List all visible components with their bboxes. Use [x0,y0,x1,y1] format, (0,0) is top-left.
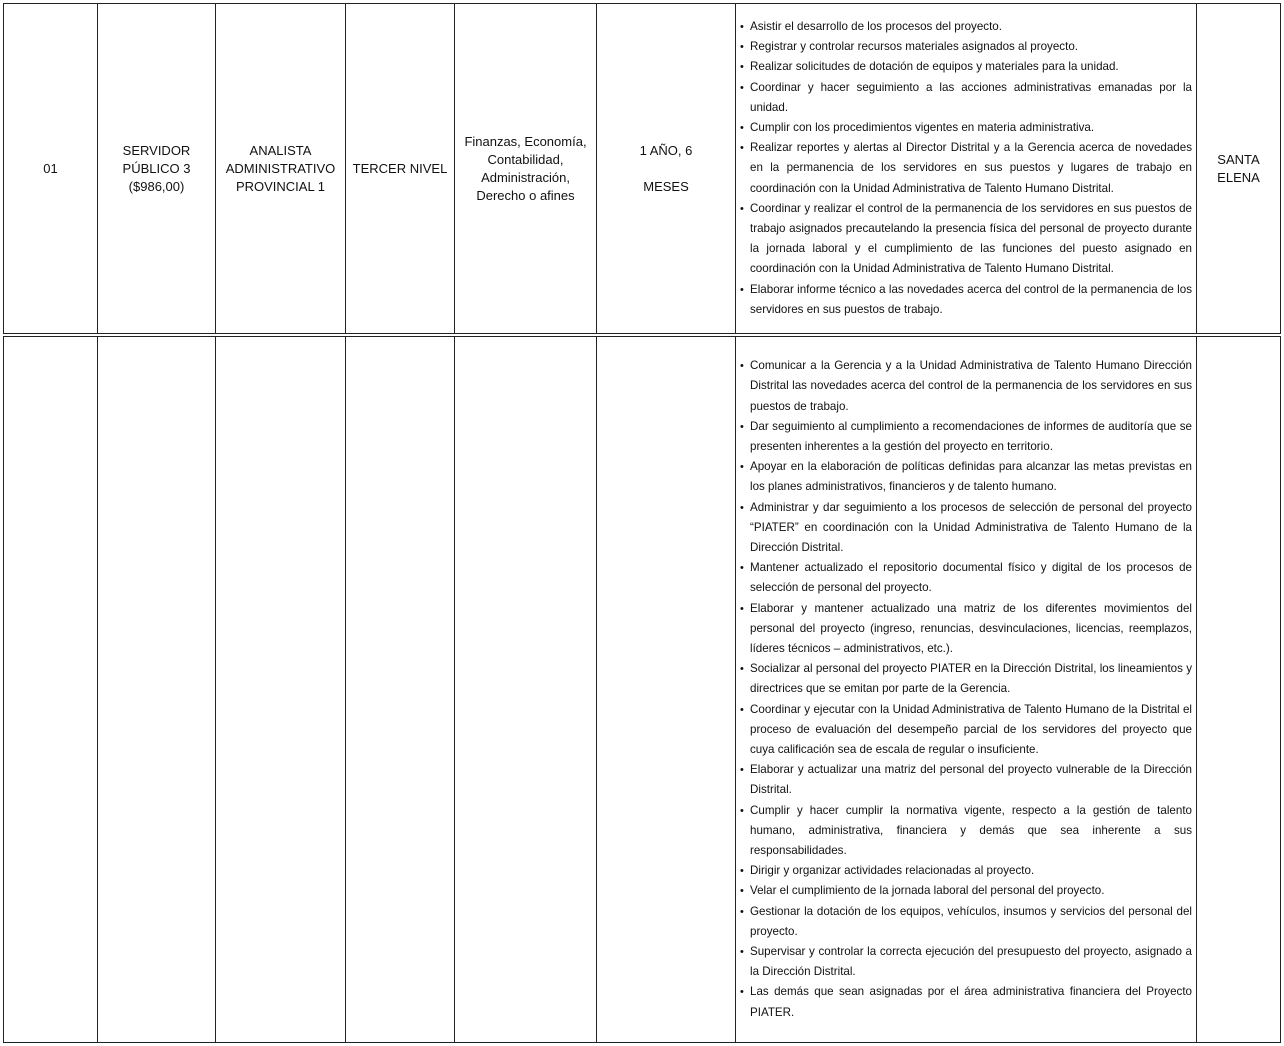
functions-list [740,356,1192,1023]
function-item: • Asistir el desarrollo de los procesos del proyecto. [740,17,1192,37]
function-item: • Supervisar y controlar la correcta ejecución del presupuesto del proyecto, asignado a la Dirección Distrital. [740,942,1192,982]
function-item: • Dar seguimiento al cumplimiento a recomendaciones de informes de auditoría que se presenten inherentes a la gestión del proyecto en territorio. [740,417,1192,457]
experience-cell: 1 AÑO, 6 MESES [597,4,736,334]
function-item: • Elaborar informe técnico a las novedades acerca del control de la permanencia de los servidores en sus puestos de trabajo. [740,280,1192,320]
function-item: • Comunicar a la Gerencia y a la Unidad Administrativa de Talento Humano Dirección Distrital las novedades acerca del control de la permanencia de los servidores en sus puestos de trabajo. [740,356,1192,417]
function-item: • Socializar al personal del proyecto PIATER en la Dirección Distrital, los lineamientos y directrices que se emitan por parte de la Gerencia. [740,659,1192,699]
function-item: • Apoyar en la elaboración de políticas definidas para alcanzar las metas previstas en los planes administrativos, financieros y de talento humano. [740,457,1192,497]
functions-cell [736,337,1197,1043]
positions-table-row-1 [3,3,1281,334]
function-item: • Realizar reportes y alertas al Director Distrital y a la Gerencia acerca de novedades en la permanencia de los servidores en sus puestos y lugares de trabajo en coordinación con la Unidad Administrativa de Talento Humano Distrital. [740,138,1192,199]
function-item: • Coordinar y ejecutar con la Unidad Administrativa de Talento Humano de la Distrital el proceso de evaluación del desempeño parcial de los servidores del proyecto que cuya calificación sea de escala de regular o insuficiente. [740,700,1192,761]
function-item: • Gestionar la dotación de los equipos, vehículos, insumos y servicios del personal del proyecto. [740,902,1192,942]
function-item: • Elaborar y mantener actualizado una matriz de los diferentes movimientos del personal del proyecto (ingreso, renuncias, desvinculaciones, licencias, reemplazos, líderes técnicos – administrativos, etc.). [740,599,1192,660]
position-title-cell: ANALISTA ADMINISTRATIVO PROVINCIAL 1 [216,4,346,334]
empty-cell [455,337,597,1043]
function-item: • Realizar solicitudes de dotación de equipos y materiales para la unidad. [740,57,1192,77]
empty-cell [1197,337,1281,1043]
function-item: • Registrar y controlar recursos materiales asignados al proyecto. [740,37,1192,57]
function-item: • Coordinar y realizar el control de la permanencia de los servidores en sus puestos de trabajo asignados precautelando la presencia física del personal de proyecto durante la jornada laboral y el cumplimiento de las funciones del puesto asignado en coordinación con la Unidad Administrativa de Talento Humano Distrital. [740,199,1192,280]
table-row [4,4,1281,334]
function-item: • Dirigir y organizar actividades relacionadas al proyecto. [740,861,1192,881]
function-item: • Elaborar y actualizar una matriz del personal del proyecto vulnerable de la Dirección Distrital. [740,760,1192,800]
empty-cell [4,337,98,1043]
empty-cell [98,337,216,1043]
table-row [4,337,1281,1043]
function-item: • Cumplir con los procedimientos vigentes en materia administrativa. [740,118,1192,138]
grade-cell: SERVIDOR PÚBLICO 3 ($986,00) [98,4,216,334]
empty-cell [597,337,736,1043]
function-item: • Mantener actualizado el repositorio documental físico y digital de los procesos de selección de personal del proyecto. [740,558,1192,598]
education-level-cell: TERCER NIVEL [346,4,455,334]
field-of-study-cell: Finanzas, Economía, Contabilidad, Administración, Derecho o afines [455,4,597,334]
empty-cell [216,337,346,1043]
function-item: • Velar el cumplimiento de la jornada laboral del personal del proyecto. [740,881,1192,901]
function-item: • Coordinar y hacer seguimiento a las acciones administrativas emanadas por la unidad. [740,78,1192,118]
position-number: 01 [4,4,98,334]
empty-cell [346,337,455,1043]
functions-list [740,17,1192,320]
functions-cell [736,4,1197,334]
function-item: • Cumplir y hacer cumplir la normativa vigente, respecto a la gestión de talento humano, administrativa, financiera y demás que sea inherente a sus responsabilidades. [740,801,1192,862]
location-cell: SANTA ELENA [1197,4,1281,334]
function-item: • Las demás que sean asignadas por el área administrativa financiera del Proyecto PIATER. [740,982,1192,1022]
positions-table-row-2 [3,336,1281,1043]
function-item: • Administrar y dar seguimiento a los procesos de selección de personal del proyecto “PIATER” en coordinación con la Unidad Administrativa de Talento Humano de la Dirección Distrital. [740,498,1192,559]
